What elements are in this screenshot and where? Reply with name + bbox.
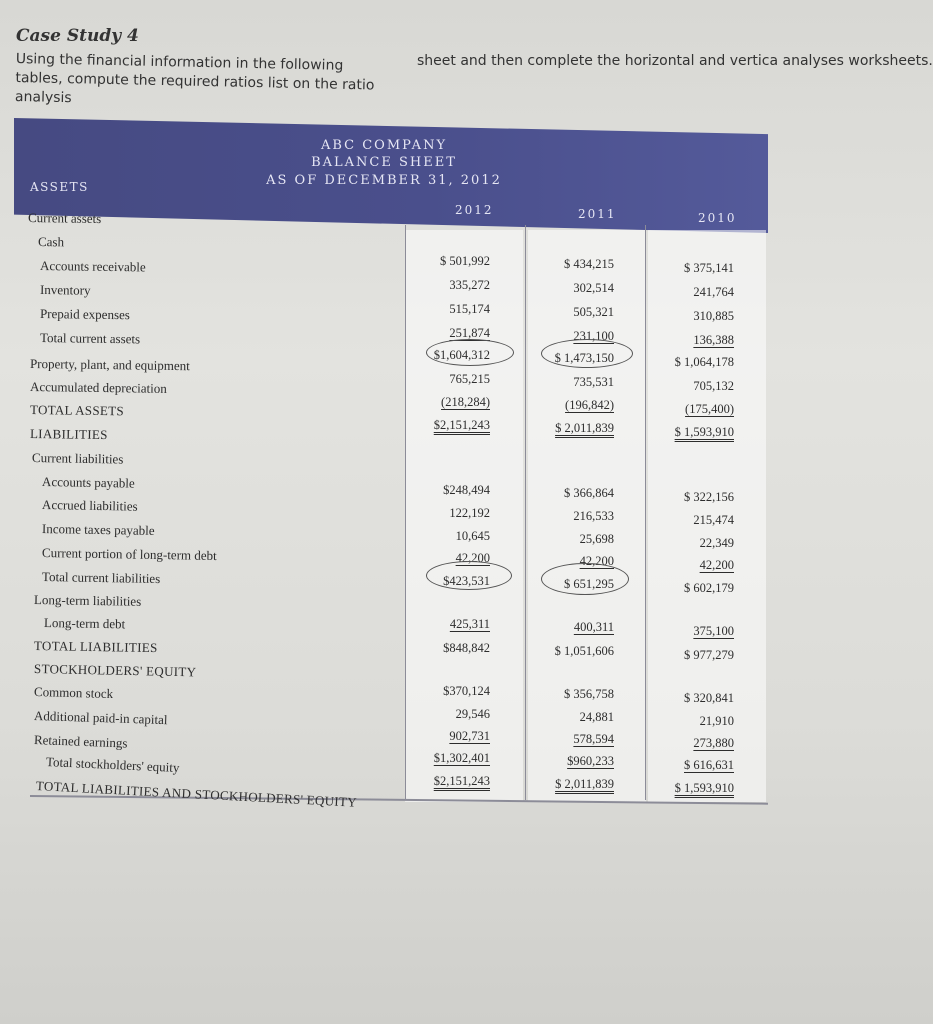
intro-text-left: Using the financial information in the following tables, compute the required ratios list on the ratio analysis (14, 50, 375, 107)
pen-circle-annotation (426, 561, 512, 590)
cell-2012: 122,192 (449, 506, 490, 520)
cell-2010: $ 1,064,178 (674, 355, 734, 369)
cell-2012: $1,302,401 (433, 751, 490, 765)
row-label: Current liabilities (31, 450, 124, 467)
row-label: Long-term debt (43, 615, 126, 632)
year-header-2012: 2012 (455, 203, 494, 217)
cell-2012: $2,151,243 (433, 774, 490, 788)
cell-2010: 375,100 (693, 624, 734, 638)
statement-title: BALANCE SHEET (311, 155, 457, 170)
cell-2010: $ 375,141 (684, 261, 734, 275)
cell-2012: $370,124 (443, 684, 490, 698)
cell-2011: $ 651,295 (564, 577, 614, 591)
cell-2011: 216,533 (573, 509, 614, 523)
row-label: Accrued liabilities (41, 497, 138, 514)
row-label: Accounts receivable (39, 258, 146, 275)
cell-2012: 29,546 (455, 707, 490, 721)
row-label: Common stock (33, 684, 114, 702)
cell-2012: (218,284) (441, 395, 490, 409)
row-label: TOTAL LIABILITIES AND STOCKHOLDERS' EQUITY (35, 778, 358, 810)
cell-2012: $248,494 (443, 483, 490, 497)
cell-2011: 25,698 (579, 532, 614, 546)
assets-heading: ASSETS (30, 180, 89, 194)
cell-2011: $ 366,864 (564, 486, 614, 500)
cell-2012: 425,311 (449, 617, 490, 631)
cell-2011: 735,531 (573, 375, 614, 389)
row-label: Additional paid-in capital (33, 708, 168, 728)
row-label: Total stockholders' equity (45, 754, 180, 776)
cell-2011: $ 2,011,839 (555, 421, 614, 435)
cell-2010: 21,910 (699, 714, 734, 728)
year-header-2010: 2010 (698, 211, 737, 225)
cell-2012: 902,731 (449, 729, 490, 743)
cell-2011: $960,233 (567, 754, 614, 768)
intro-text-right: sheet and then complete the horizontal and vertica analyses worksheets. (417, 53, 933, 69)
cell-2012: 251,874 (449, 326, 490, 340)
row-label: Current assets (27, 210, 102, 227)
cell-2010: 310,885 (693, 309, 734, 323)
company-name: ABC COMPANY (320, 138, 448, 153)
cell-2010: 215,474 (693, 513, 734, 527)
row-label: Prepaid expenses (39, 306, 130, 323)
row-label: Current portion of long-term debt (41, 545, 217, 564)
cell-2012: $423,531 (443, 574, 490, 588)
row-label: Property, plant, and equipment (29, 356, 190, 374)
cell-2012: 42,200 (455, 551, 490, 565)
row-label: Retained earnings (33, 732, 128, 751)
cell-2012: 515,174 (449, 302, 490, 316)
cell-2011: $ 434,215 (564, 257, 614, 271)
row-label: Long-term liabilities (33, 592, 142, 609)
cell-2011: 24,881 (579, 710, 614, 724)
pen-circle-annotation (426, 339, 514, 366)
cell-2010: (175,400) (685, 402, 734, 416)
row-label: TOTAL LIABILITIES (33, 638, 158, 656)
cell-2012: $2,151,243 (433, 418, 490, 432)
cell-2011: 302,514 (573, 281, 614, 295)
cell-2010: $ 602,179 (684, 581, 734, 595)
cell-2011: 231,100 (573, 329, 614, 343)
row-label: Accumulated depreciation (29, 379, 167, 396)
year-header-2011: 2011 (578, 207, 617, 221)
row-label: TOTAL ASSETS (29, 402, 125, 419)
cell-2010: $ 1,593,910 (674, 425, 734, 439)
cell-2011: $ 1,051,606 (554, 644, 614, 658)
cell-2011: 400,311 (573, 620, 614, 634)
cell-2011: $ 2,011,839 (555, 777, 614, 791)
cell-2011: $ 356,758 (564, 687, 614, 701)
cell-2012: 335,272 (449, 278, 490, 292)
row-label: Cash (37, 234, 65, 250)
cell-2010: 22,349 (699, 536, 734, 550)
cell-2011: (196,842) (565, 398, 614, 412)
cell-2010: $ 616,631 (684, 758, 734, 772)
cell-2010: 705,132 (693, 379, 734, 393)
cell-2010: $ 322,156 (684, 490, 734, 504)
cell-2012: 765,215 (449, 372, 490, 386)
cell-2010: $ 977,279 (684, 648, 734, 662)
cell-2012: $ 501,992 (440, 254, 490, 268)
cell-2011: 42,200 (579, 554, 614, 568)
cell-2012: 10,645 (455, 529, 490, 543)
row-label: Inventory (39, 282, 91, 298)
cell-2012: $1,604,312 (433, 348, 490, 362)
row-label: Accounts payable (41, 474, 135, 491)
row-label: Total current assets (39, 330, 141, 347)
row-label: Total current liabilities (41, 569, 161, 587)
row-label: STOCKHOLDERS' EQUITY (33, 661, 197, 680)
statement-date: AS OF DECEMBER 31, 2012 (266, 173, 502, 188)
cell-2012: $848,842 (443, 641, 490, 655)
case-title: Case Study 4 (16, 26, 139, 46)
cell-2010: 42,200 (699, 558, 734, 572)
pen-circle-annotation (541, 339, 633, 368)
cell-2011: 505,321 (573, 305, 614, 319)
cell-2010: 273,880 (693, 736, 734, 750)
pen-circle-annotation (541, 563, 629, 595)
row-label: LIABILITIES (29, 426, 108, 443)
cell-2010: 241,764 (693, 285, 734, 299)
cell-2011: 578,594 (573, 732, 614, 746)
cell-2010: $ 1,593,910 (674, 781, 734, 795)
row-label: Income taxes payable (41, 521, 155, 538)
cell-2010: 136,388 (693, 333, 734, 347)
cell-2011: $ 1,473,150 (554, 351, 614, 365)
cell-2010: $ 320,841 (684, 691, 734, 705)
